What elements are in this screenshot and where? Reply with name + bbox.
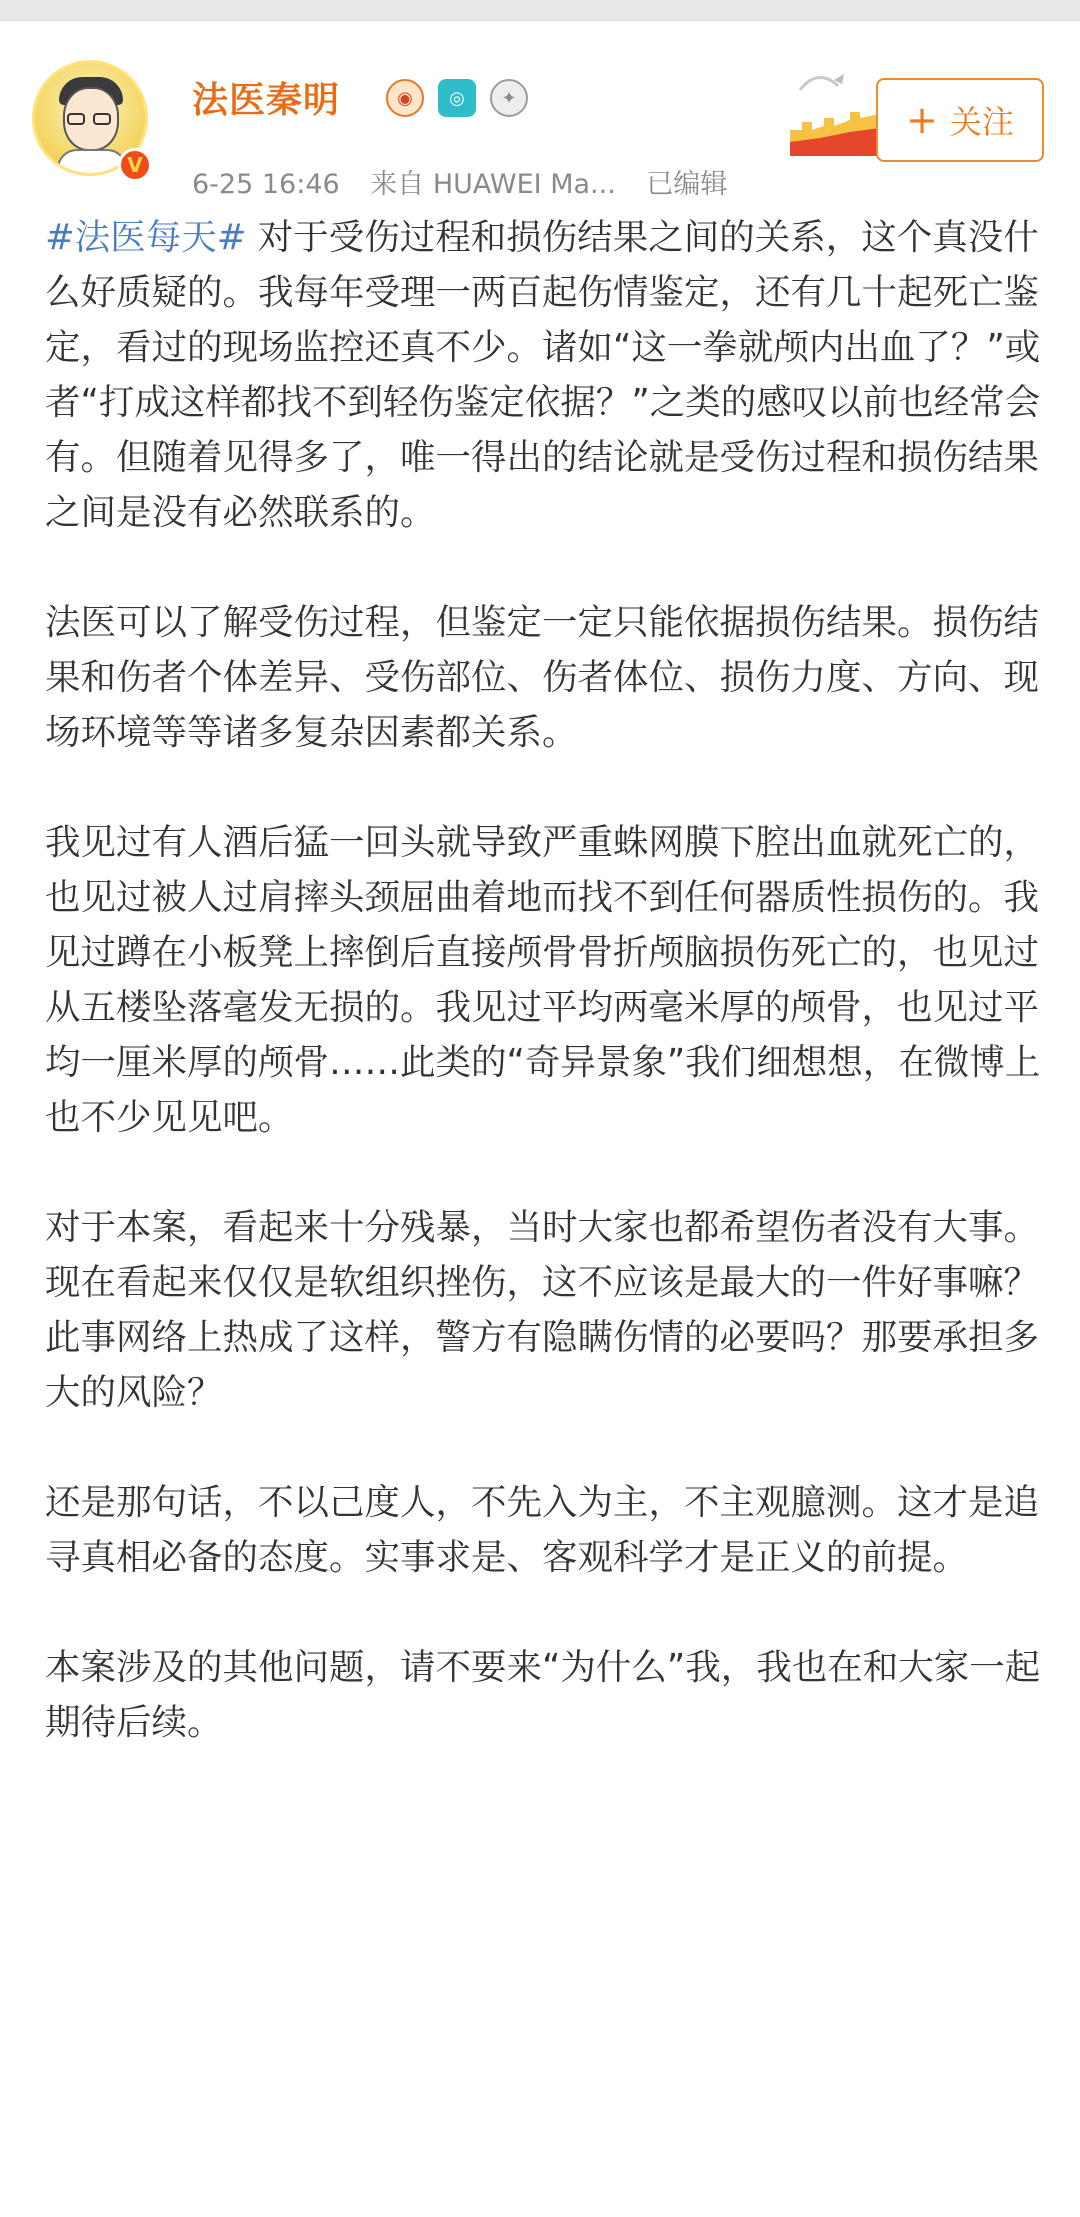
post-timestamp: 6-25 16:46 — [192, 169, 340, 200]
user-badges — [386, 76, 528, 120]
lion-badge-icon[interactable]: ◉ — [386, 79, 424, 117]
post-content — [45, 210, 1045, 1805]
top-strip — [0, 0, 1080, 21]
post-paragraph: 还是那句话，不以己度人，不先入为主，不主观臆测。这才是追寻真相必备的态度。实事求是、客观科学才是正义的前提。 — [45, 1482, 1040, 1578]
medal-badge-icon[interactable]: ✦ — [490, 79, 528, 117]
glasses-icon — [67, 113, 115, 127]
post-paragraph — [45, 210, 1045, 540]
paragraph-text: 对于受伤过程和损伤结果之间的关系，这个真没什么好质疑的。我每年受理一两百起伤情鉴定，还有几十起死亡鉴定，看过的现场监控还真不少。诸如“这一拳就颅内出血了？”或者“打成这样都找不到轻伤鉴定依据？”之类的感叹以前也经常会有。但随着见得多了，唯一得出的结论就是受伤过程和损伤结果之间是没有必然联系的。 — [45, 217, 1041, 533]
post-source: 来自 HUAWEI Ma... — [370, 169, 616, 200]
post-paragraph: 我见过有人酒后猛一回头就导致严重蛛网膜下腔出血就死亡的，也见过被人过肩摔头颈屈曲着地而找不到任何器质性损伤的。我见过蹲在小板凳上摔倒后直接颅骨骨折颅脑损伤死亡的，也见过从五楼坠落毫发无损的。我见过平均两毫米厚的颅骨，也见过平均一厘米厚的颅骨……此类的“奇异景象”我们细想想，在微博上也不少见见吧。 — [45, 822, 1041, 1138]
username[interactable]: 法医秦明 — [192, 80, 341, 121]
great-wall-decoration-icon — [790, 60, 880, 156]
post-paragraph: 本案涉及的其他问题，请不要来“为什么”我，我也在和大家一起期待后续。 — [45, 1647, 1041, 1743]
avatar-body — [57, 149, 127, 176]
plus-icon: + — [906, 98, 938, 142]
post-meta — [192, 162, 749, 201]
post-paragraph: 法医可以了解受伤过程，但鉴定一定只能依据损伤结果。损伤结果和伤者个体差异、受伤部位、伤者体位、损伤力度、方向、现场环境等等诸多复杂因素都关系。 — [45, 602, 1040, 753]
camera-badge-icon[interactable]: ◎ — [438, 79, 476, 117]
post-paragraph: 对于本案，看起来十分残暴，当时大家也都希望伤者没有大事。现在看起来仅仅是软组织挫伤，这不应该是最大的一件好事嘛？此事网络上热成了这样，警方有隐瞒伤情的必要吗？那要承担多大的风险？ — [45, 1207, 1040, 1413]
edited-label[interactable]: 已编辑 — [646, 169, 728, 200]
follow-button[interactable] — [876, 78, 1044, 162]
follow-label: 关注 — [949, 103, 1014, 141]
post-header — [0, 20, 1080, 200]
verified-icon: V — [118, 148, 152, 182]
hashtag-link[interactable]: #法医每天# — [45, 217, 247, 258]
